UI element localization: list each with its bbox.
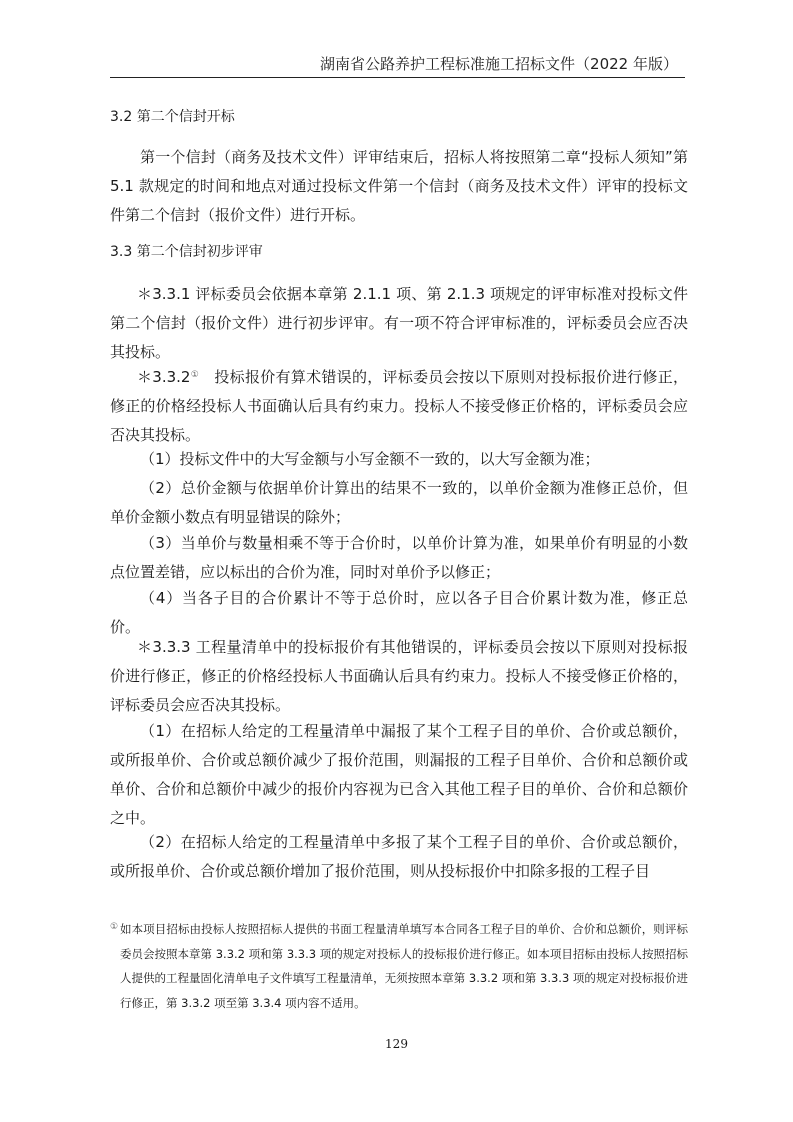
list-item-3-3-2-1: （1）投标文件中的大写金额与小写金额不一致的，以大写金额为准； xyxy=(140,450,600,468)
list-item-3-3-3-2: （2）在招标人给定的工程量清单中多报了某个工程子目的单价、合价或总额价，或所报单价、合价或总额价增加了报价范围，则从投标报价中扣除多报的工程子目 xyxy=(110,833,688,880)
paragraph-3-3-1: ＊3.3.1 评标委员会依据本章第 2.1.1 项、第 2.1.3 项规定的评审标准对投标文件第二个信封（报价文件）进行初步评审。有一项不符合评审标准的，评标委员会应否决其投标。 xyxy=(110,285,688,361)
footnote-text: 如本项目招标由投标人按照招标人提供的书面工程量清单填写本合同各工程子目的单价、合价和总额价，则评标委员会按照本章第 3.3.2 项和第 3.3.3 项的规定对投标人的投标报价进行修正。如本项目招标由投标人按照招标人提供的工程量固化清单电子文件填写工程量清单，无须按照本章第 3.3.2 项和第 3.3.3 项的规定对投标报价进行修正，第 3.3.2 项至第 3.3.4 项内容不适用。 xyxy=(120,922,688,1010)
paragraph-3-3-3: ＊3.3.3 工程量清单中的投标报价有其他错误的，评标委员会按以下原则对投标报价进行修正，修正的价格经投标人书面确认后具有约束力。投标人不接受修正价格的，评标委员会应否决其投标。 xyxy=(110,638,688,714)
footnote-mark: ① xyxy=(110,922,119,932)
list-item-3-3-3-1: （1）在招标人给定的工程量清单中漏报了某个工程子目的单价、合价或总额价，或所报单价、合价或总额价减少了报价范围，则漏报的工程子目单价、合价和总额价或单价、合价和总额价中减少的报价内容视为已含入其他工程子目的单价、合价和总额价之中。 xyxy=(110,722,688,827)
section-heading-3-3: 3.3 第二个信封初步评审 xyxy=(110,244,263,260)
section-heading-3-2: 3.2 第二个信封开标 xyxy=(110,109,235,125)
list-item-3-3-2-3: （3）当单价与数量相乘不等于合价时，以单价计算为准，如果单价有明显的小数点位置差错，应以标出的合价为准，同时对单价予以修正； xyxy=(110,534,688,581)
clause-text: 投标报价有算术错误的，评标委员会按以下原则对投标报价进行修正，修正的价格经投标人书面确认后具有约束力。投标人不接受修正价格的，评标委员会应否决其投标。 xyxy=(110,368,688,444)
running-header: 湖南省公路养护工程标准施工招标文件（2022 年版） xyxy=(320,55,678,73)
list-item-3-3-2-2: （2）总价金额与依据单价计算出的结果不一致的，以单价金额为准修正总价，但单价金额小数点有明显错误的除外； xyxy=(110,479,688,526)
clause-number: ＊3.3.2 xyxy=(137,368,191,386)
page-number: 129 xyxy=(385,1037,408,1051)
paragraph-3-3-2 xyxy=(110,363,688,450)
footnote-reference: ① xyxy=(190,370,200,380)
paragraph-3-2-body: 第一个信封（商务及技术文件）评审结束后，招标人将按照第二章“投标人须知”第 5.1 款规定的时间和地点对通过投标文件第一个信封（商务及技术文件）评审的投标文件第二个信封（报价文件）进行开标。 xyxy=(110,148,688,224)
header-divider xyxy=(110,77,685,78)
list-item-3-3-2-4: （4）当各子目的合价累计不等于总价时，应以各子目合价累计数为准，修正总价。 xyxy=(110,589,688,636)
